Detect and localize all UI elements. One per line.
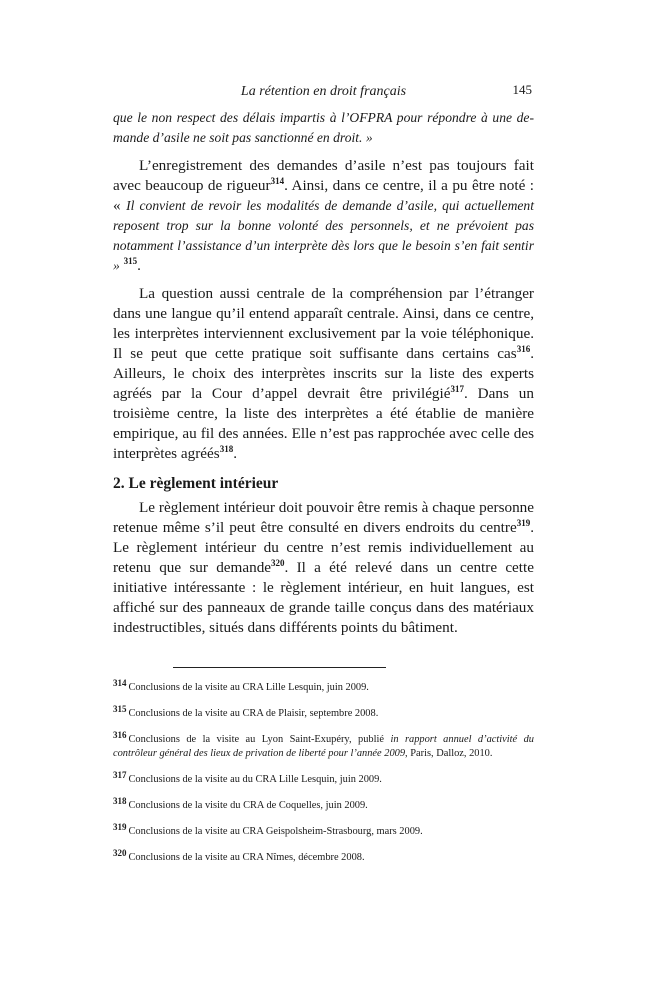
footnote-text: Conclusions de la visite au du CRA Lille Lesquin, juin 2009.: [128, 774, 382, 785]
footnote-317: [113, 768, 534, 787]
page-number: 145: [512, 82, 532, 97]
footnote-318: [113, 794, 534, 813]
footnotes: [113, 676, 534, 872]
footnote-ref[interactable]: 317: [450, 384, 464, 394]
section-heading: 2. Le règlement intérieur: [113, 475, 279, 492]
paragraph-asylum-registration: [113, 156, 534, 276]
text-run: . Ainsi, dans ce centre, il a pu être noté : «: [113, 177, 535, 214]
footnote-ref[interactable]: 314: [270, 176, 285, 186]
footnote-text: Conclusions de la visite au CRA Lille Lesquin, juin 2009.: [128, 682, 369, 693]
footnote-number: 314: [113, 678, 127, 688]
quote-continuation: que le non respect des délais impartis à l’OFPRA pour répondre à une demande d’asile ne soit pas sanctionné en droit. »: [113, 110, 534, 145]
footnote-320: [113, 846, 534, 865]
footnote-text: Conclusions de la visite au Lyon Saint-Exupéry, publié: [128, 734, 391, 745]
footnote-number: 320: [113, 848, 127, 858]
footnote-text: Conclusions de la visite au CRA de Plaisir, septembre 2008.: [128, 708, 379, 719]
footnote-315: [113, 702, 534, 721]
paragraph-internal-rules: [113, 498, 534, 638]
footnote-ref[interactable]: 320: [271, 558, 285, 568]
italic-quote: Il convient de revoir les modalités de demande d’asile, qui actuellement reposent trop sur la bonne volonté des personnels, et ne prévoient pas notamment l’assistance d’un interprète dès lors que le besoin s’en fait sentir »: [113, 198, 534, 273]
running-header: [113, 84, 534, 104]
footnote-number: 316: [113, 730, 127, 740]
text-run: . Le règlement intérieur du centre n’est remis individuellement au retenu que sur demande: [113, 519, 534, 576]
footnote-number: 319: [113, 822, 127, 832]
text-run: .: [137, 257, 141, 274]
footnote-ref[interactable]: 319: [516, 518, 531, 528]
footnote-text: Conclusions de la visite du CRA de Coquelles, juin 2009.: [128, 800, 368, 811]
text-run: Le règlement intérieur doit pouvoir être remis à chaque personne retenue même s’il peut être consulté en divers endroits du centre: [113, 499, 534, 536]
footnote-number: 318: [113, 796, 127, 806]
footnote-text: Conclusions de la visite au CRA Geispolsheim-Strasbourg, mars 2009.: [128, 826, 423, 837]
footnote-separator: [173, 667, 386, 668]
footnote-314: [113, 676, 534, 695]
footnote-ref[interactable]: 315: [123, 256, 138, 266]
text-run: La question aussi centrale de la compréhension par l’étranger dans une langue qu’il entend apparaît centrale. Ainsi, dans ce centre, les interprètes interviennent exclusivement par la voie téléphonique. Il se peut que cette pratique soit suffisante dans certains cas: [113, 285, 534, 362]
text-run: . Il a été relevé dans un centre cette initiative intéressante : le règlement intérieur, en huit langues, est affiché sur des panneaux de grande taille conçus dans des matériaux indestructibles, situés dans différents points du bâtiment.: [113, 559, 534, 636]
paragraph-interpreters: [113, 284, 534, 464]
text-run: . Ailleurs, le choix des interprètes inscrits sur la liste des experts agréés par la Cour d’appel devrait être privilégié: [113, 345, 534, 402]
footnote-ref[interactable]: 318: [219, 444, 234, 454]
text-run: L’enregistrement des demandes d’asile n’est pas toujours fait avec beaucoup de rigueur: [113, 157, 534, 194]
footnote-text: , Paris, Dalloz, 2010.: [405, 748, 493, 759]
footnote-text: Conclusions de la visite au CRA Nîmes, décembre 2008.: [128, 852, 365, 863]
footnote-ref[interactable]: 316: [516, 344, 531, 354]
footnote-319: [113, 820, 534, 839]
body-text: [113, 108, 534, 638]
footnote-number: 317: [113, 770, 127, 780]
text-run: . Dans un troisième centre, la liste des interprètes a été établie de manière empirique, au fil des années. Elle n’est pas rapprochée avec celle des interprètes agréés: [113, 385, 534, 462]
footnote-number: 315: [113, 704, 127, 714]
footnote-316: [113, 728, 534, 761]
running-title: La rétention en droit français: [240, 84, 407, 99]
text-run: .: [233, 445, 237, 462]
footnote-italic-title: in rapport annuel d’activité du contrôleur général des lieux de privation de liberté pour l’année 2009: [113, 734, 535, 759]
